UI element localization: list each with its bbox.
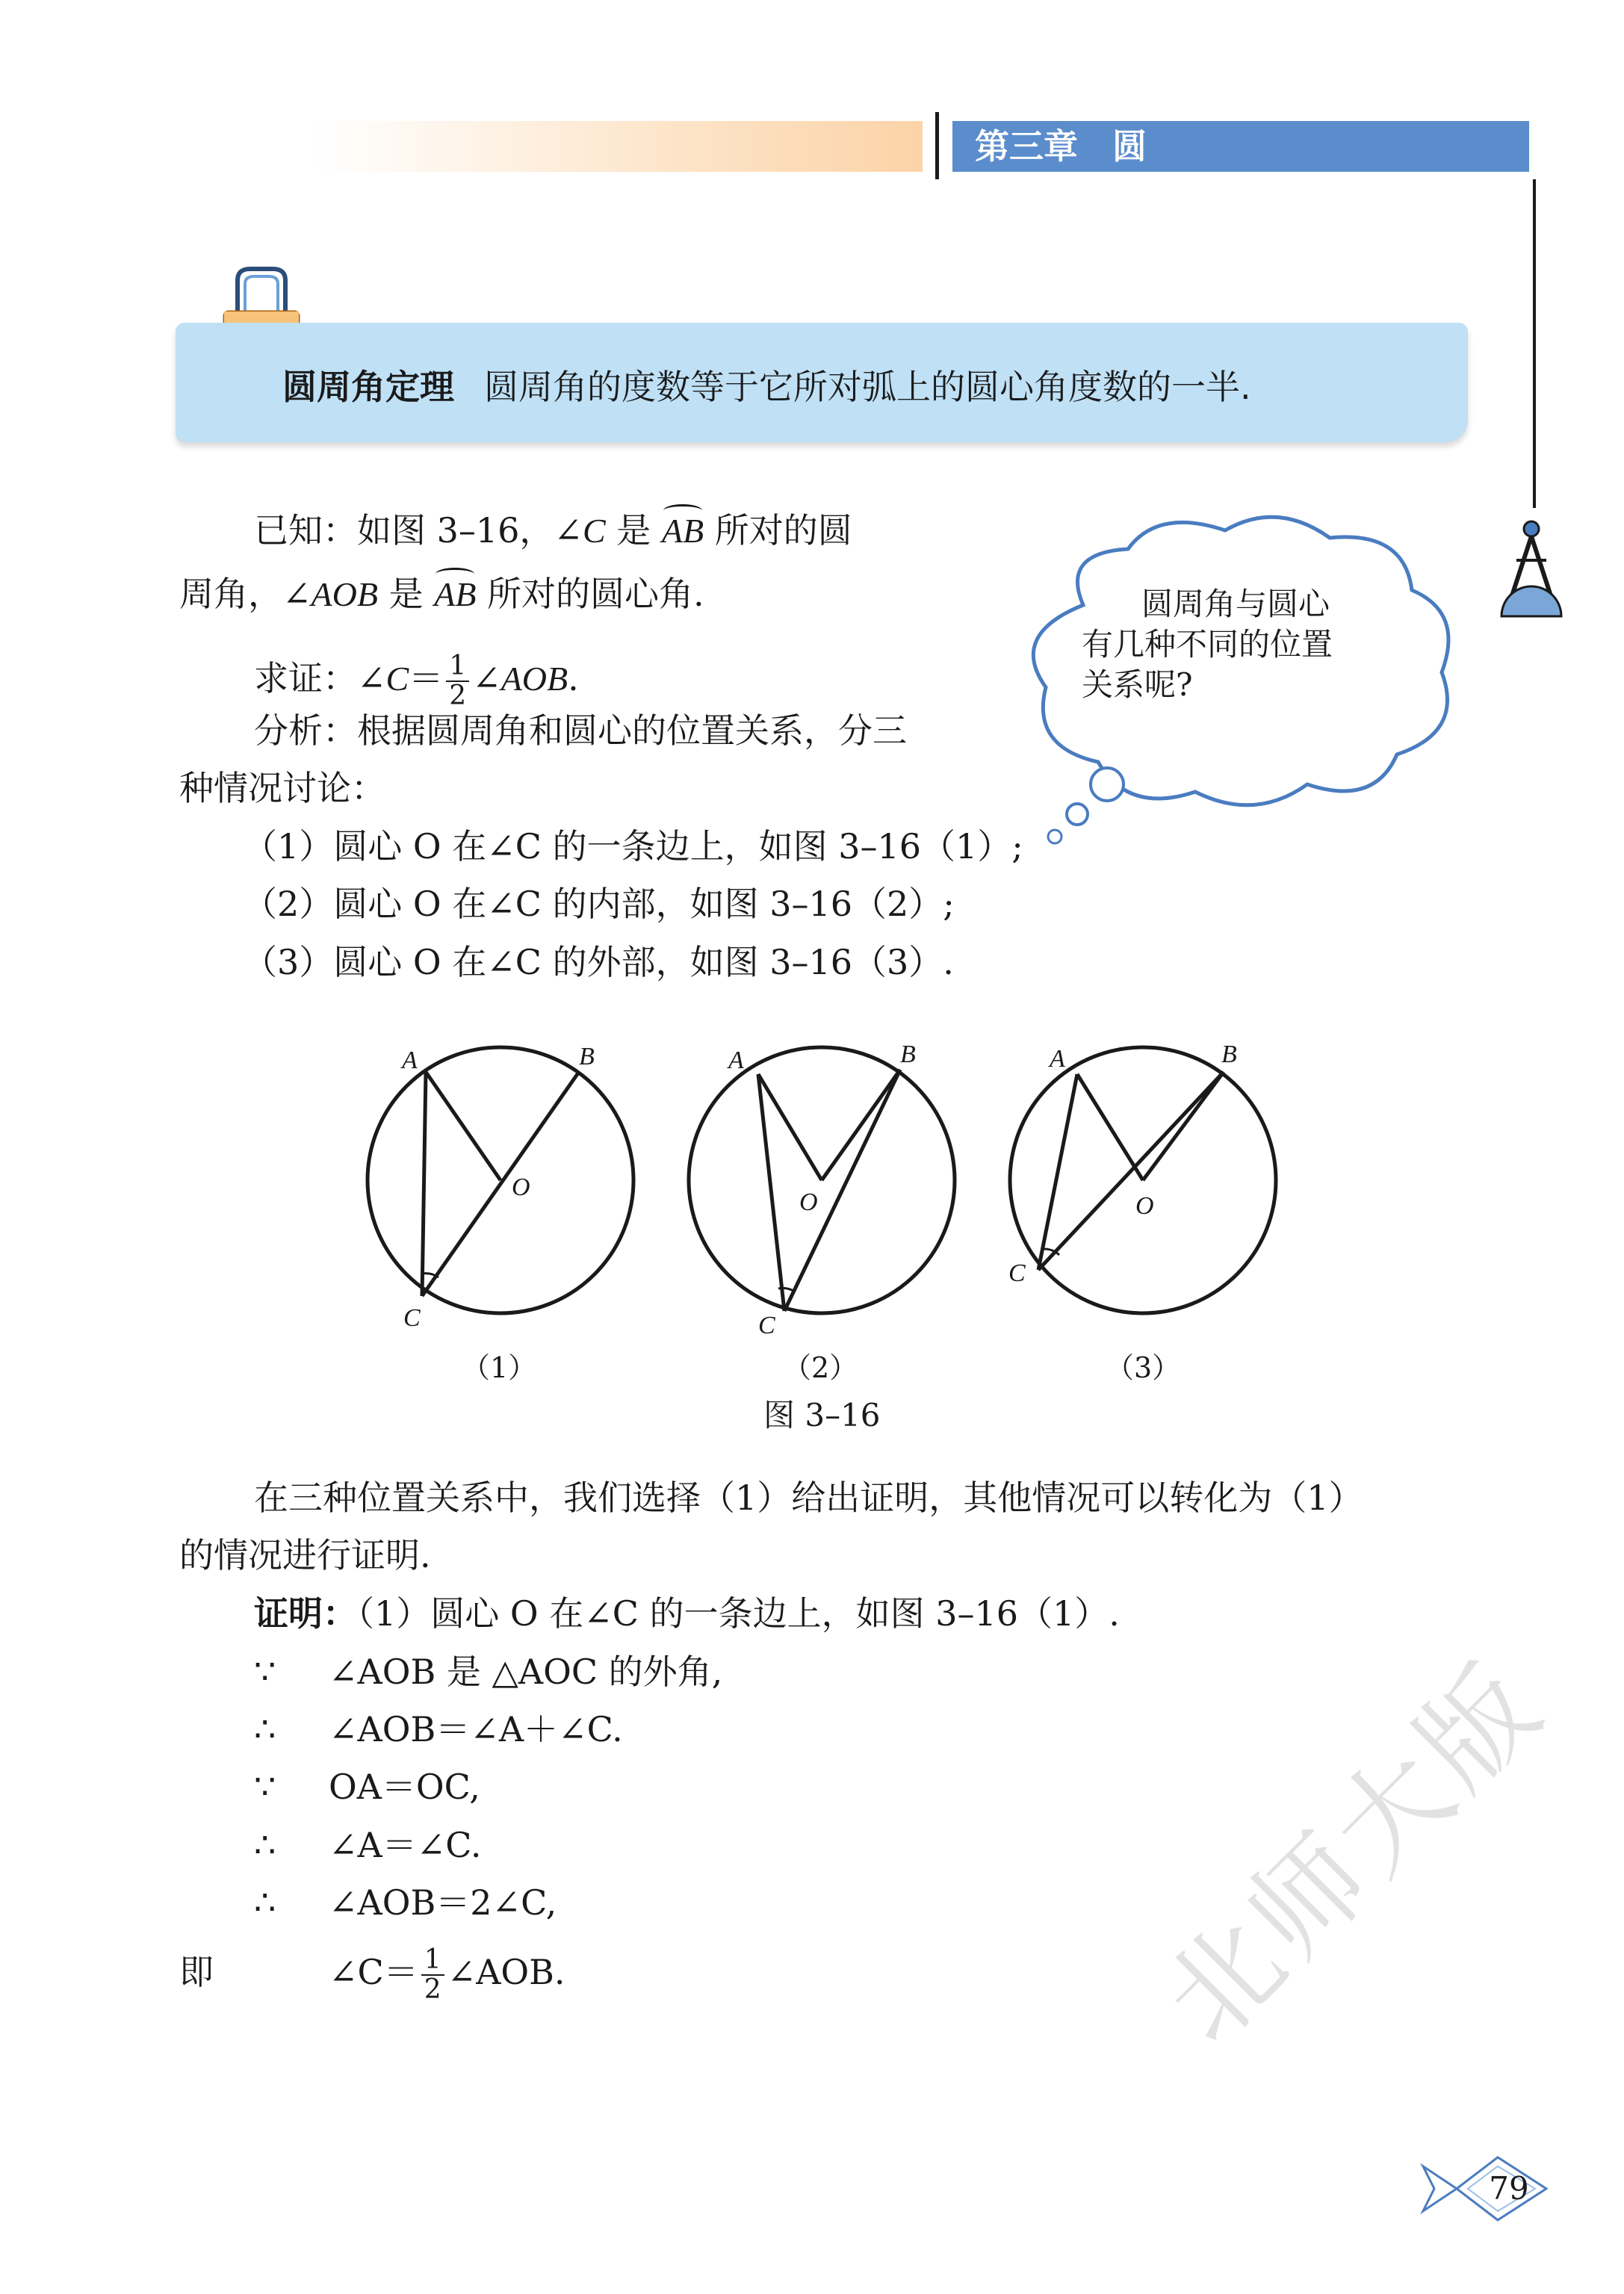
case-2: （2）圆心 O 在∠C 的内部，如图 3–16（2）; (243, 884, 955, 924)
body-para-2: 的情况进行证明. (179, 1535, 431, 1575)
step-2 (254, 1707, 623, 1752)
header-gradient-bar (314, 121, 923, 172)
given-text: 周角，∠ (179, 574, 312, 614)
step-6 (179, 1942, 565, 2004)
because-symbol: ∵ (254, 1767, 276, 1807)
compass-icon (1487, 515, 1576, 627)
body-para-1: 在三种位置关系中，我们选择（1）给出证明，其他情况可以转化为（1） (254, 1478, 1363, 1518)
subfigure-label-1: （1） (462, 1351, 537, 1384)
circle-diagram-3 (1010, 1047, 1276, 1313)
label-c-3: C (1008, 1259, 1026, 1287)
given-text: 是 (377, 574, 435, 614)
label-c-2: C (758, 1312, 775, 1337)
step-text: ∠AOB. (447, 1952, 565, 1992)
ji-symbol: 即 (179, 1952, 214, 1992)
subfigure-label-3: （3） (1106, 1351, 1181, 1384)
arc-ab: AB (662, 509, 704, 554)
prove-text: . (568, 658, 579, 698)
subfigure-label-2: （2） (783, 1351, 858, 1384)
case-1: （1）圆心 O 在∠C 的一条边上，如图 3–16（1）; (243, 826, 1023, 867)
step-5 (254, 1880, 557, 1925)
figure-3-16 (351, 1023, 1322, 1337)
step-text: ∠A＝∠C. (329, 1825, 482, 1865)
step-text: ∠AOB 是 △AOC 的外角, (329, 1652, 723, 1692)
theorem-title: 圆周角定理 (282, 367, 454, 407)
analysis-line-1: 分析：根据圆周角和圆心的位置关系，分三 (254, 710, 907, 751)
right-margin-line (1533, 179, 1536, 508)
header-divider (935, 112, 939, 179)
prove-line (254, 648, 579, 710)
bubble-line: 有几种不同的位置 (1082, 626, 1333, 663)
bubble-line: 圆周角与圆心 (1141, 586, 1330, 622)
prove-var: C (385, 660, 409, 698)
step-text: ∠C＝ (329, 1952, 418, 1992)
given-line-2 (179, 571, 704, 617)
given-text: 所对的圆心角. (476, 574, 704, 614)
therefore-symbol: ∴ (254, 1709, 276, 1749)
prove-text: 求证：∠ (254, 658, 386, 698)
label-b-2: B (900, 1041, 916, 1068)
chapter-header: 第三章 圆 (952, 121, 1529, 172)
label-b-3: B (1221, 1041, 1237, 1068)
prove-eq: ＝ (409, 658, 444, 698)
step-4 (254, 1823, 481, 1867)
step-text: ∠AOB＝2∠C, (329, 1882, 557, 1923)
given-text: 是 (605, 510, 662, 551)
step-text: ∠AOB＝∠A＋∠C. (329, 1709, 623, 1749)
given-line-1 (254, 508, 852, 554)
bubble-line: 关系呢? (1082, 666, 1193, 703)
label-o-3: O (1135, 1192, 1154, 1220)
fraction-den: 2 (424, 1974, 441, 2005)
label-b-1: B (579, 1043, 595, 1070)
proof-label: 证明： (254, 1593, 357, 1634)
fraction-half (421, 1946, 444, 2004)
bubble-text (1082, 584, 1395, 705)
analysis-line-2: 种情况讨论： (179, 768, 385, 808)
prove-angle: ∠ (472, 658, 501, 698)
label-o-1: O (512, 1174, 530, 1201)
prove-var: AOB (500, 660, 568, 698)
fraction-half (446, 652, 469, 710)
figure-caption: 图 3–16 (763, 1397, 881, 1433)
because-symbol: ∵ (254, 1652, 276, 1692)
fraction-num: 1 (421, 1946, 444, 1976)
therefore-symbol: ∴ (254, 1882, 276, 1923)
proof-line (254, 1591, 1120, 1636)
step-text: OA＝OC, (329, 1767, 480, 1807)
circle-diagram-1 (368, 1047, 633, 1313)
page-number: 79 (1489, 2170, 1529, 2207)
label-a-2: A (728, 1047, 744, 1074)
given-text: 所对的圆 (704, 510, 852, 551)
label-a-1: A (402, 1047, 418, 1074)
fraction-den: 2 (449, 681, 467, 711)
step-1 (254, 1649, 722, 1694)
label-a-3: A (1050, 1045, 1065, 1073)
circle-diagram-2 (689, 1047, 955, 1313)
label-o-2: O (799, 1188, 818, 1216)
given-var: C (582, 512, 606, 550)
therefore-symbol: ∴ (254, 1825, 276, 1865)
theorem-line (282, 365, 1251, 409)
arc-ab: AB (434, 572, 476, 617)
label-c-1: C (403, 1304, 421, 1332)
theorem-text: 圆周角的度数等于它所对弧上的圆心角度数的一半. (484, 367, 1251, 407)
given-text: 已知：如图 3–16，∠ (254, 510, 583, 551)
proof-text: （1）圆心 O 在∠C 的一条边上，如图 3–16（1）. (357, 1593, 1120, 1634)
fraction-num: 1 (446, 652, 469, 682)
case-3: （3）圆心 O 在∠C 的外部，如图 3–16（3）. (243, 942, 954, 982)
watermark: 北师大版 (1138, 1637, 1569, 2068)
given-var: AOB (311, 575, 378, 613)
step-3 (254, 1764, 480, 1809)
